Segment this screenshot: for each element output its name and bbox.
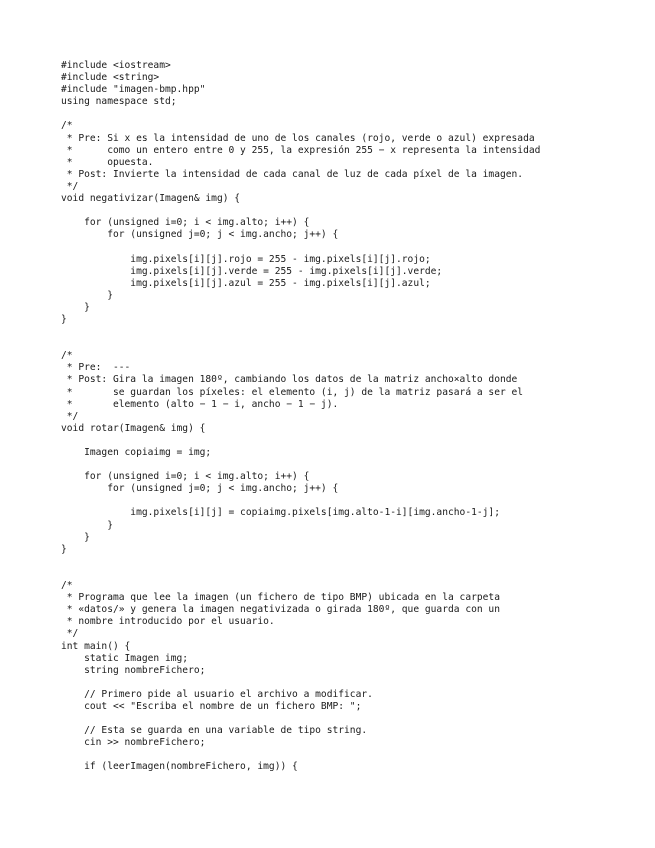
code-line: void negativizar(Imagen& img) {: [61, 193, 241, 205]
code-line: * se guardan los píxeles: el elemento (i, j) de la matriz pasará a ser el: [61, 386, 524, 398]
code-line: for (unsigned i=0; i < img.alto; i++) {: [61, 217, 310, 229]
code-line: cin >> nombreFichero;: [61, 737, 206, 749]
code-line: }: [61, 531, 90, 543]
code-line: img.pixels[i][j].azul = 255 - img.pixels[i][j].azul;: [61, 277, 431, 289]
code-line: int main() {: [61, 640, 131, 652]
code-line: [61, 108, 641, 120]
code-line: #include <string>: [61, 72, 160, 84]
code-line: for (unsigned j=0; j < img.ancho; j++) {: [61, 229, 339, 241]
code-line: */: [61, 628, 79, 640]
code-line: [61, 677, 641, 689]
code-line: [61, 205, 641, 217]
code-line: * nombre introducido por el usuario.: [61, 616, 275, 628]
code-line: [61, 241, 641, 253]
code-line: /*: [61, 580, 73, 592]
code-line: [61, 495, 641, 507]
code-line: Imagen copiaimg = img;: [61, 447, 212, 458]
code-line: */: [61, 410, 79, 422]
code-line: #include <iostream>: [61, 60, 171, 71]
code-line: if (leerImagen(nombreFichero, img)) {: [61, 761, 298, 773]
code-line: // Primero pide al usuario el archivo a modificar.: [61, 688, 373, 700]
code-line: * elemento (alto − 1 − i, ancho − 1 − j).: [61, 398, 339, 410]
code-line: static Imagen img;: [61, 652, 189, 664]
code-line: }: [61, 313, 67, 325]
code-line: [61, 556, 641, 568]
code-line: [61, 459, 641, 471]
code-line: * Post: Invierte la intensidad de cada canal de luz de cada píxel de la imagen.: [61, 168, 524, 180]
code-line: // Esta se guarda en una variable de tipo string.: [61, 725, 368, 737]
code-line: /*: [61, 350, 73, 362]
code-line: * «datos/» y genera la imagen negativizada o girada 180º, que guarda con un: [61, 604, 500, 616]
code-line: img.pixels[i][j].rojo = 255 - img.pixels[i][j].rojo;: [61, 253, 431, 265]
code-line: }: [61, 519, 113, 531]
code-line: /*: [61, 120, 73, 132]
code-line: img.pixels[i][j] = copiaimg.pixels[img.alto-1-i][img.ancho-1-j];: [61, 507, 500, 519]
code-line: for (unsigned j=0; j < img.ancho; j++) {: [61, 483, 339, 495]
code-line: }: [61, 289, 113, 301]
code-line: img.pixels[i][j].verde = 255 - img.pixels[i][j].verde;: [61, 265, 443, 277]
code-line: }: [61, 301, 90, 313]
code-line: void rotar(Imagen& img) {: [61, 422, 206, 434]
code-line: * opuesta.: [61, 156, 154, 168]
code-line: [61, 338, 641, 350]
code-line: [61, 713, 641, 725]
code-line: * como un entero entre 0 y 255, la expresión 255 − x representa la intensidad: [61, 144, 541, 156]
source-code-listing: [61, 60, 641, 774]
code-line: cout << "Escriba el nombre de un fichero BMP: ";: [61, 700, 362, 712]
code-line: for (unsigned i=0; i < img.alto; i++) {: [61, 471, 310, 483]
code-line: #include "imagen-bmp.hpp": [61, 84, 206, 96]
code-line: */: [61, 180, 79, 192]
code-line: * Post: Gira la imagen 180º, cambiando los datos de la matriz ancho×alto donde: [61, 374, 518, 386]
code-line: [61, 435, 641, 447]
code-line: string nombreFichero;: [61, 664, 206, 676]
code-line: [61, 749, 641, 761]
code-line: * Programa que lee la imagen (un fichero de tipo BMP) ubicada en la carpeta: [61, 592, 500, 604]
code-line: [61, 568, 641, 580]
code-line: using namespace std;: [61, 96, 177, 108]
code-line: * Pre: Si x es la intensidad de uno de los canales (rojo, verde o azul) expresada: [61, 132, 535, 144]
code-line: [61, 326, 641, 338]
code-line: * Pre: ---: [61, 362, 131, 374]
code-line: }: [61, 543, 67, 555]
